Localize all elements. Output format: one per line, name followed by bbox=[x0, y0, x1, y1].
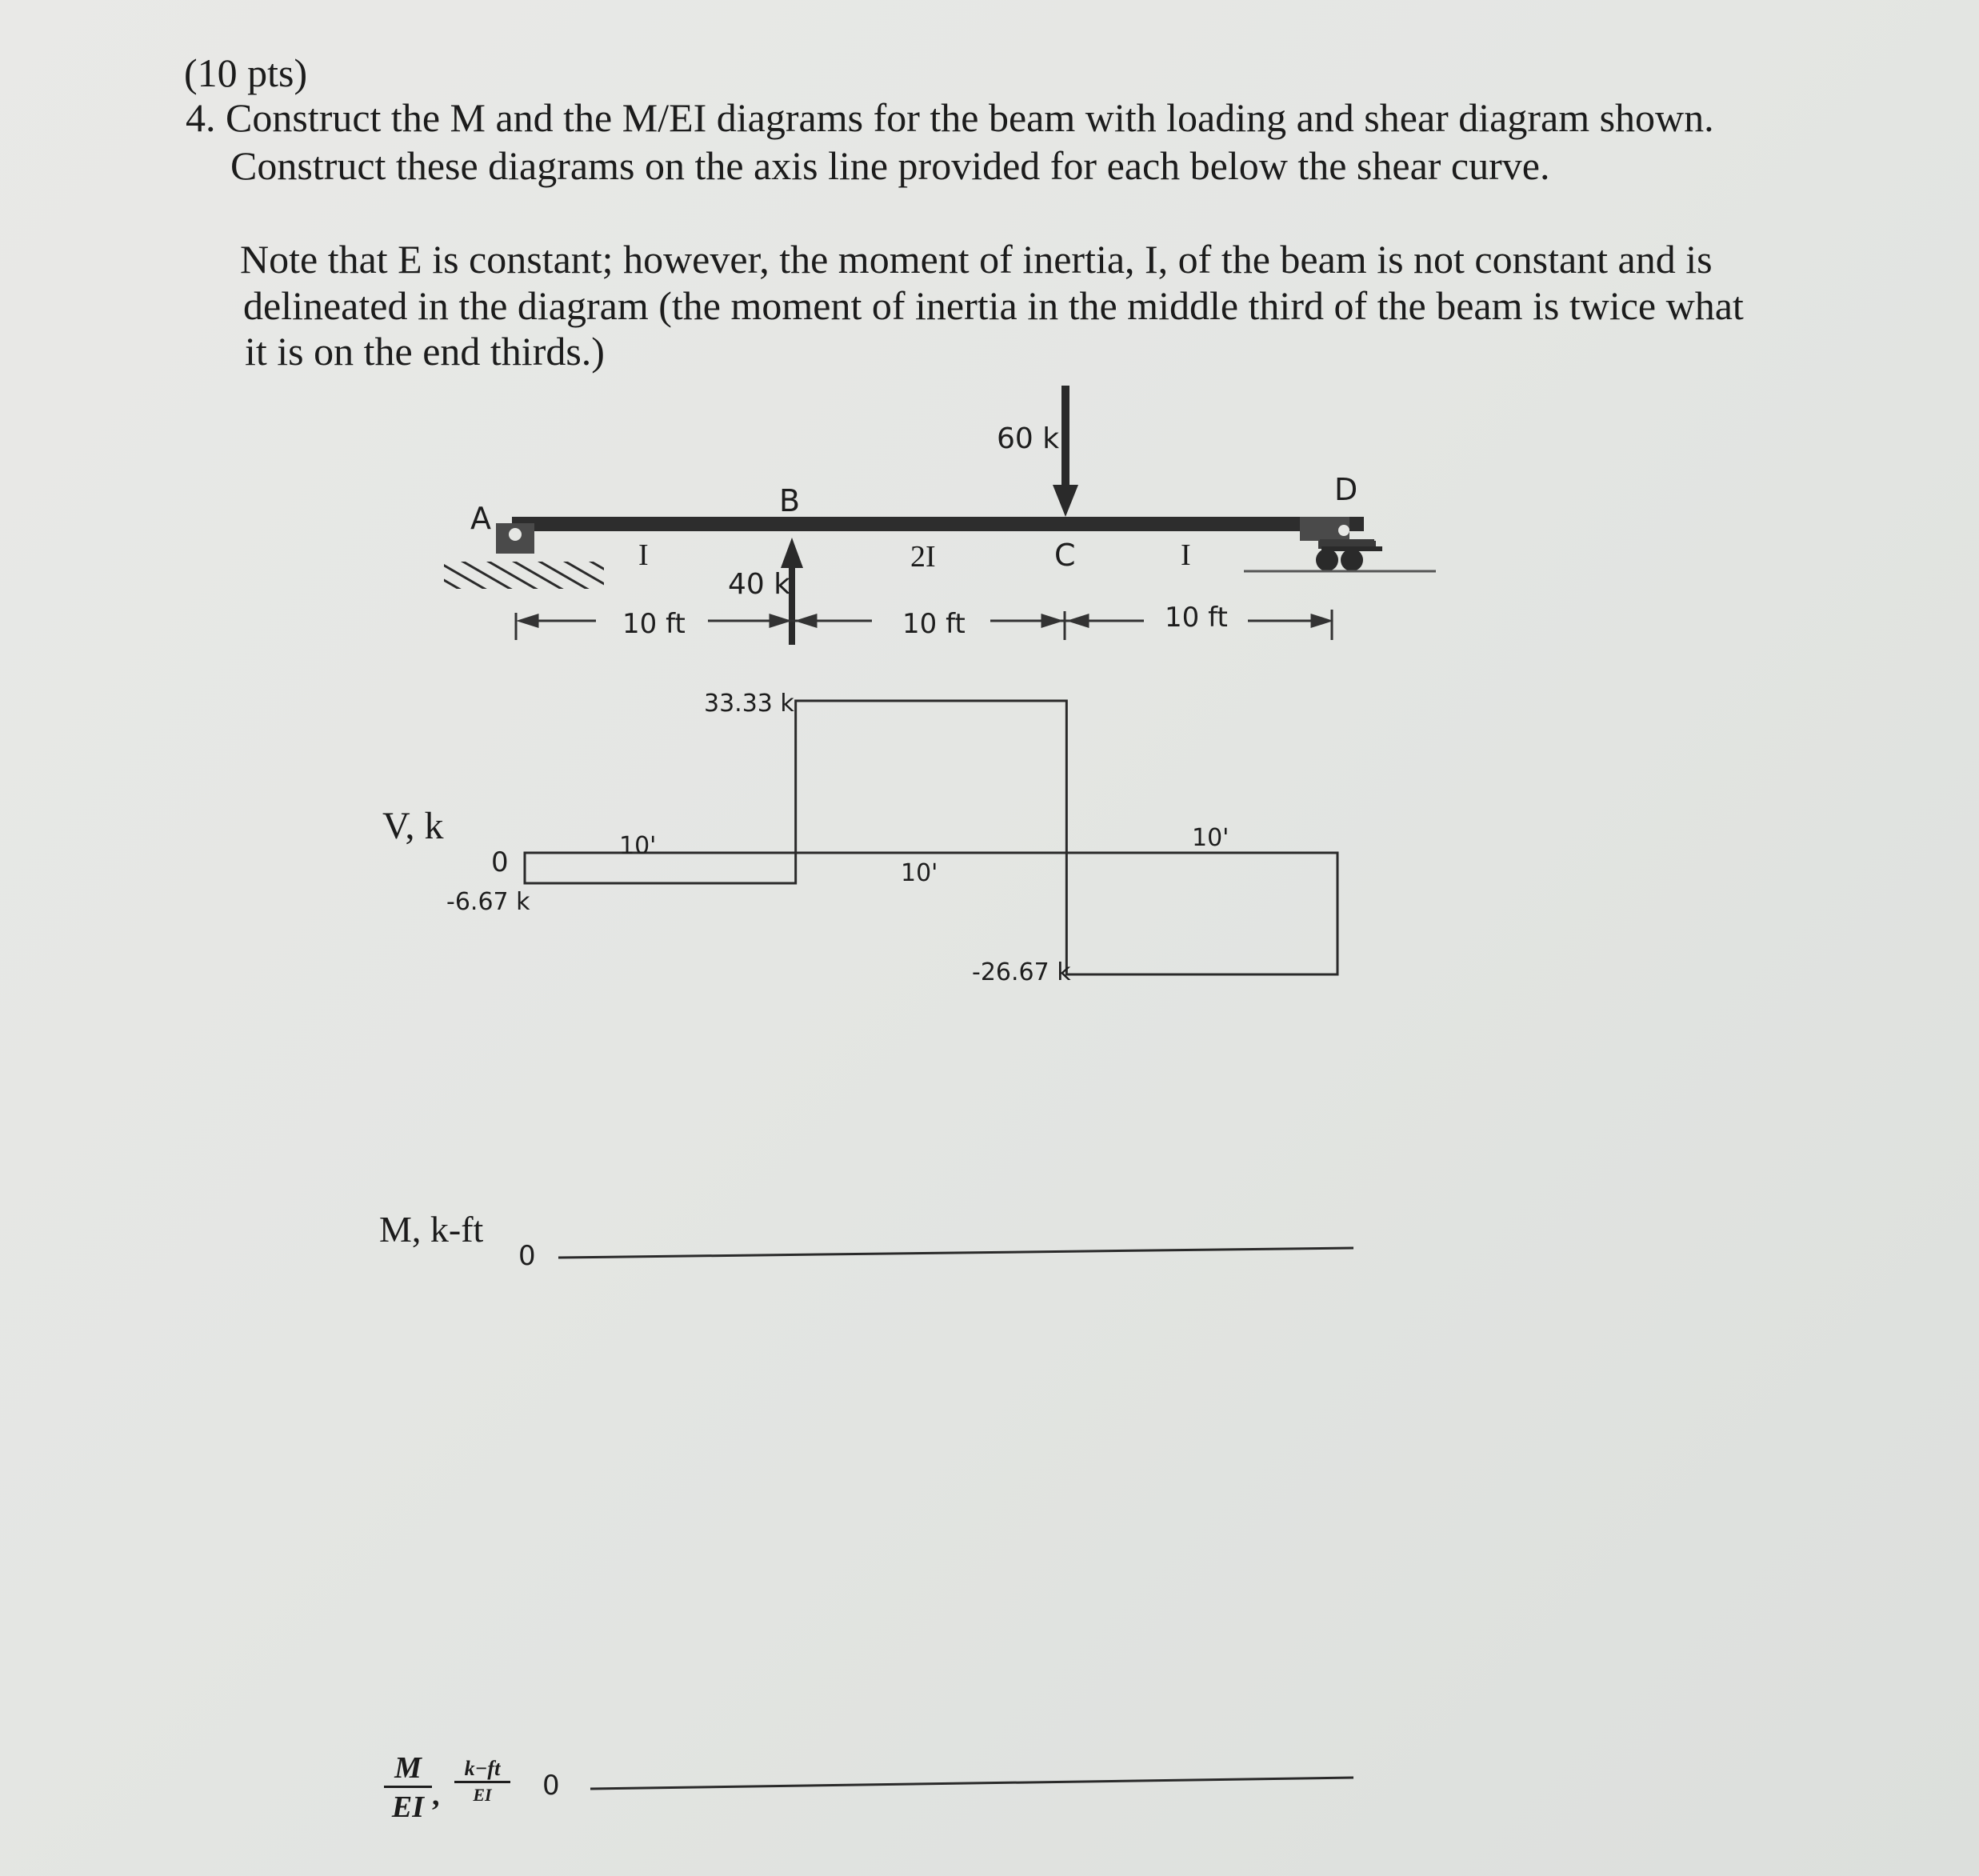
span-middle-label: 10 ft bbox=[902, 608, 966, 640]
mei-denominator: EI bbox=[391, 1790, 425, 1824]
moment-zero-label: 0 bbox=[518, 1240, 536, 1272]
inertia-right-label: I bbox=[1181, 538, 1191, 572]
moment-axis-label: M, k-ft bbox=[379, 1209, 484, 1250]
shear-seg3-label: 10' bbox=[1192, 824, 1229, 852]
load-60k-label: 60 k bbox=[997, 422, 1060, 455]
span-right-label: 10 ft bbox=[1165, 602, 1228, 634]
inertia-middle-label: 2I bbox=[910, 540, 936, 574]
inertia-left-label: I bbox=[638, 538, 649, 572]
note-line-1: Note that E is constant; however, the moment of inertia, I, of the beam is not constant and is bbox=[240, 237, 1713, 282]
point-d-label: D bbox=[1334, 472, 1358, 507]
shear-seg2-label: 10' bbox=[901, 859, 938, 887]
load-40k-label: 40 k bbox=[728, 568, 791, 601]
shear-value-pos-label: 33.33 k bbox=[704, 690, 794, 718]
question-line-2: Construct these diagrams on the axis line provided for each below the shear curve. bbox=[230, 143, 1550, 188]
mei-separator: , bbox=[432, 1778, 440, 1812]
point-a-label: A bbox=[470, 501, 491, 536]
point-c-label: C bbox=[1054, 538, 1076, 573]
points-label: (10 pts) bbox=[184, 50, 308, 95]
point-b-label: B bbox=[779, 483, 801, 518]
mei-unit-numerator: k−ft bbox=[454, 1757, 510, 1783]
question-line-1: 4. Construct the M and the M/EI diagrams for the beam with loading and shear diagram shown. bbox=[186, 95, 1714, 140]
shear-axis-label: V, k bbox=[382, 805, 444, 847]
mei-numerator: M bbox=[384, 1750, 432, 1788]
shear-zero-label: 0 bbox=[491, 846, 509, 878]
mei-unit-denominator: EI bbox=[473, 1785, 492, 1805]
span-left-label: 10 ft bbox=[622, 608, 686, 640]
note-line-2: delineated in the diagram (the moment of inertia in the middle third of the beam is twice what bbox=[243, 283, 1744, 328]
mei-zero-label: 0 bbox=[542, 1770, 560, 1802]
shear-value-neg1-label: -6.67 k bbox=[446, 888, 530, 916]
shear-seg1-label: 10' bbox=[619, 832, 657, 860]
shear-value-neg2-label: -26.67 k bbox=[972, 958, 1071, 986]
note-line-3: it is on the end thirds.) bbox=[245, 329, 605, 374]
